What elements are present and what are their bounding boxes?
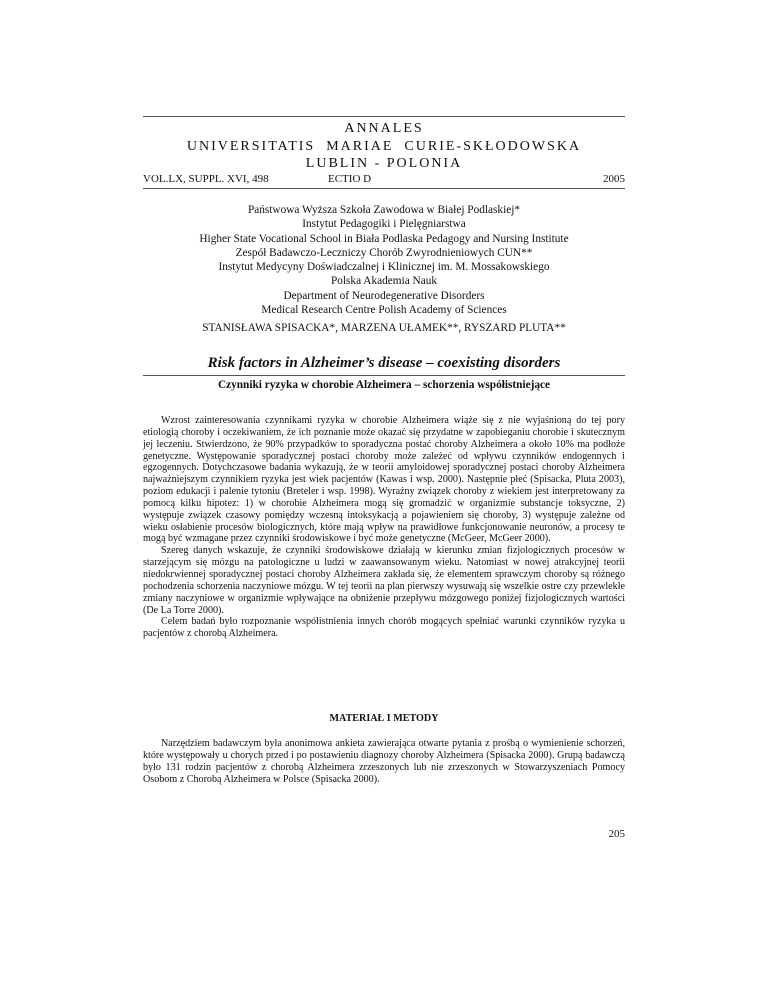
section-info: ECTIO D — [328, 173, 372, 185]
affiliation-line: Instytut Medycyny Doświadczalnej i Klinicznej im. M. Mossakowskiego — [218, 261, 550, 274]
year-info: 2005 — [603, 173, 625, 185]
introduction-text — [143, 415, 625, 640]
affiliations-block — [143, 203, 625, 317]
journal-name-line1: ANNALES — [344, 121, 424, 136]
body-paragraph: Wzrost zainteresowania czynnikami ryzyka w chorobie Alzheimera wiąże się z nie wyjaśnioną do tej pory etiologią choroby i oczekiwaniem, że ich poznanie może okazać się przydatne w zapobieganiu chorobie i skutecznym jej leczeniu. Stwierdzono, że 90% przypadków to sporadyczna postać choroby Alzheimera a około 10% ma podłoże genetyczne. Występowanie sporadycznej postaci choroby może zależeć od wpływu czynników endogennych i egzogennych. Dotychczasowe badania wykazują, że w teorii amyloidowej sporadycznej postaci choroby Alzheimera najważniejszym czynnikiem ryzyka jest wiek pacjentów (Kawas i wsp. 2000). Następnie płeć (Spisacka, Pluta 2003), poziom edukacji i palenie tytoniu (Breteler i wsp. 1998). Wyraźny związek choroby z wiekiem jest interpretowany za pomocą kilku hipotez: 1) w chorobie Alzheimera mogą się gromadzić w organizmie substancje toksyczne, 2) występuje związek czasowy pomiędzy wczesną intoksykacją a pojawieniem się choroby, 3) występuje zależne od wieku osłabienie procesów biologicznych, które mają wpływ na prawidłowe funkcjonowanie neuronów, a procesy te mogą być wzmagane przez czynniki środowiskowe i być może genetyczne (McGeer, McGeer 2000). — [143, 415, 625, 545]
body-paragraph: Szereg danych wskazuje, że czynniki środowiskowe działają w kierunku zmian fizjologicznych procesów w starzejącym się mózgu na patologiczne u ludzi w zaawansowanym wieku. Natomiast w nowej atrakcyjnej teorii niedokrwiennej sporadycznej postaci choroby Alzheimera zakłada się, że elementem sprawczym choroby są różnego pochodzenia schorzenia naczyniowe mózgu. W tej teorii na plan pierwszy wysuwają się wszelkie ostre czy przewlekłe zmiany naczyniowe w organizmie wpływające na obniżenie przepływu mózgowego poniżej fizjologicznych wartości (De La Torre 2000). — [143, 545, 625, 616]
affiliation-line: Państwowa Wyższa Szkoła Zawodowa w Białej Podlaskiej* — [247, 204, 521, 216]
article-subtitle: Czynniki ryzyka w chorobie Alzheimera – schorzenia współistniejące — [217, 379, 551, 391]
affiliation-line: Department of Neurodegenerative Disorders — [283, 289, 485, 302]
methods-text — [143, 738, 625, 785]
affiliation-line: Medical Research Centre Polish Academy of Sciences — [261, 304, 507, 317]
affiliation-line: Higher State Vocational School in Biała Podlaska Pedagogy and Nursing Institute — [199, 232, 569, 245]
page-number: 205 — [608, 828, 625, 840]
masthead-top-rule — [143, 116, 625, 117]
masthead-bottom-rule — [143, 188, 625, 189]
volume-info: VOL.LX, SUPPL. XVI, 498 — [143, 173, 269, 185]
article-title: Risk factors in Alzheimer’s disease – coexisting disorders — [207, 355, 561, 371]
journal-name-line3: LUBLIN - POLONIA — [305, 156, 463, 171]
author-list: STANISŁAWA SPISACKA*, MARZENA UŁAMEK**, RYSZARD PLUTA** — [202, 322, 566, 334]
section-heading-methods: MATERIAŁ I METODY — [329, 713, 439, 724]
affiliation-line: Instytut Pedagogiki i Pielęgniarstwa — [302, 218, 466, 231]
journal-name-line2: UNIVERSITATIS MARIAE CURIE-SKŁODOWSKA — [186, 139, 582, 154]
title-rule — [143, 375, 625, 376]
affiliation-line: Polska Akademia Nauk — [330, 275, 438, 288]
body-paragraph: Narzędziem badawczym była anonimowa ankieta zawierająca otwarte pytania z prośbą o wymienienie schorzeń, które występowały u chorych przed i po postawieniu diagnozy choroby Alzheimera (Spisacka 2000). Grupą badawczą było 131 rodzin pacjentów z chorobą Alzheimera zrzeszonych lub nie zrzeszonych w Stowarzyszeniach Pomocy Osobom z Chorobą Alzheimera w Polsce (Spisacka 2000). — [143, 738, 625, 785]
affiliation-line: Zespół Badawczo-Leczniczy Chorób Zwyrodnieniowych CUN** — [235, 246, 533, 259]
body-paragraph: Celem badań było rozpoznanie współistnienia innych chorób mogących spełniać warunki czynników ryzyka u pacjentów z chorobą Alzheimera. — [143, 616, 625, 640]
